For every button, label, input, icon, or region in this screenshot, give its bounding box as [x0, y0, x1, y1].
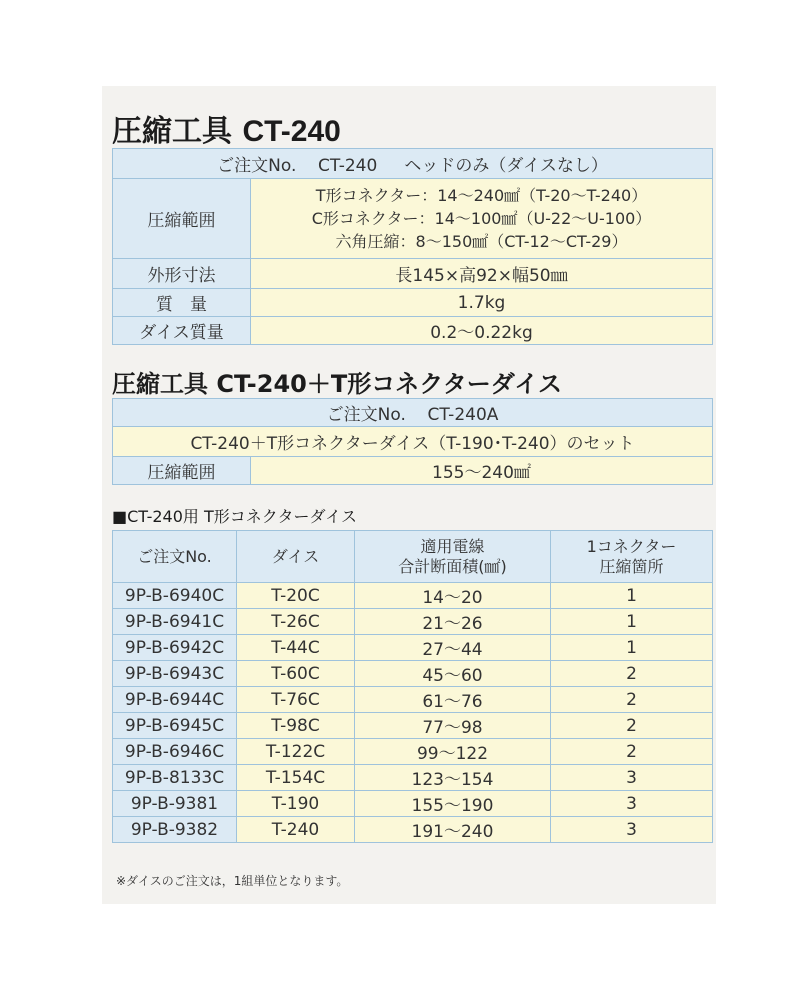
table-row [113, 609, 713, 635]
cell-order-no: 9P-B-6943C [113, 661, 237, 687]
table-row [113, 817, 713, 843]
cell-die: T-20C [237, 583, 355, 609]
set-order-no: CT-240A [427, 405, 499, 425]
cell-crimp-points: 1 [551, 583, 713, 609]
set-order-row [113, 399, 713, 427]
cell-crimp-points: 3 [551, 765, 713, 791]
order-row [113, 149, 713, 179]
table-row [113, 791, 713, 817]
die-mass-row [113, 317, 713, 345]
cell-crimp-points: 3 [551, 791, 713, 817]
cell-crimp-points: 2 [551, 687, 713, 713]
cell-die: T-44C [237, 635, 355, 661]
set-desc: CT-240＋T形コネクターダイス（T-190･T-240）のセット [113, 427, 713, 457]
cell-die: T-60C [237, 661, 355, 687]
set-range-value: 155～240㎟ [251, 457, 713, 485]
cell-crimp-points: 2 [551, 661, 713, 687]
order-note: ※ダイスのご注文は，1組単位となります。 [116, 874, 349, 888]
set-range-label: 圧縮範囲 [113, 457, 251, 485]
size-label: 外形寸法 [113, 259, 251, 289]
cell-order-no: 9P-B-6945C [113, 713, 237, 739]
table-row [113, 687, 713, 713]
mass-row [113, 289, 713, 317]
cell-crimp-points: 1 [551, 635, 713, 661]
die-table [112, 530, 713, 843]
table-row [113, 739, 713, 765]
cell-order-no: 9P-B-6946C [113, 739, 237, 765]
set-order-cell [113, 399, 713, 427]
cell-die: T-240 [237, 817, 355, 843]
table-row [113, 583, 713, 609]
cell-order-no: 9P-B-6944C [113, 687, 237, 713]
cell-die: T-122C [237, 739, 355, 765]
section1-title [112, 106, 341, 150]
table-row [113, 713, 713, 739]
cell-order-no: 9P-B-6941C [113, 609, 237, 635]
cell-crimp-points: 3 [551, 817, 713, 843]
cell-crimp-points: 2 [551, 739, 713, 765]
cell-wire-area: 99～122 [355, 739, 551, 765]
cell-order-no: 9P-B-9381 [113, 791, 237, 817]
cell-die: T-154C [237, 765, 355, 791]
cell-die: T-26C [237, 609, 355, 635]
table-row [113, 661, 713, 687]
cell-wire-area: 27～44 [355, 635, 551, 661]
cell-wire-area: 14～20 [355, 583, 551, 609]
order-cell [113, 149, 713, 179]
size-value: 長145×高92×幅50㎜ [251, 259, 713, 289]
order-label: ご注文No. [217, 156, 297, 176]
set-range-row [113, 457, 713, 485]
spec-table [112, 148, 713, 345]
cell-wire-area: 123～154 [355, 765, 551, 791]
range-values [251, 179, 713, 259]
set-order-label: ご注文No. [326, 405, 406, 425]
range-line-t: T形コネクター：14～240㎟（T-20～T-240） [315, 186, 648, 205]
die-table-header [113, 531, 713, 583]
die-table-body [113, 583, 713, 843]
size-row [113, 259, 713, 289]
cell-order-no: 9P-B-6940C [113, 583, 237, 609]
range-line-c: C形コネクター：14～100㎟（U-22～U-100） [311, 209, 652, 228]
range-label: 圧縮範囲 [113, 179, 251, 259]
section1-model: CT-240 [242, 115, 341, 148]
cell-wire-area: 191～240 [355, 817, 551, 843]
header-die: ダイス [237, 531, 355, 583]
cell-wire-area: 77～98 [355, 713, 551, 739]
mass-label: 質 量 [113, 289, 251, 317]
cell-wire-area: 155～190 [355, 791, 551, 817]
catalog-sheet [102, 86, 716, 904]
section3-title: ■CT-240用 T形コネクターダイス [112, 507, 357, 526]
table-row [113, 765, 713, 791]
set-table [112, 398, 713, 485]
die-mass-value: 0.2～0.22kg [251, 317, 713, 345]
die-mass-label: ダイス質量 [113, 317, 251, 345]
set-desc-row [113, 427, 713, 457]
cell-crimp-points: 2 [551, 713, 713, 739]
cell-order-no: 9P-B-6942C [113, 635, 237, 661]
cell-crimp-points: 1 [551, 609, 713, 635]
cell-die: T-98C [237, 713, 355, 739]
range-line-hex: 六角圧縮：8～150㎟（CT-12～CT-29） [335, 232, 628, 251]
cell-wire-area: 61～76 [355, 687, 551, 713]
header-order-no: ご注文No. [113, 531, 237, 583]
section1-title-text: 圧縮工具 [112, 114, 232, 149]
cell-die: T-76C [237, 687, 355, 713]
table-row [113, 635, 713, 661]
order-desc: ヘッドのみ（ダイスなし） [404, 156, 608, 176]
header-wire-area: 適用電線 合計断面積(㎟) [355, 531, 551, 583]
range-row [113, 179, 713, 259]
cell-die: T-190 [237, 791, 355, 817]
cell-wire-area: 21～26 [355, 609, 551, 635]
cell-order-no: 9P-B-8133C [113, 765, 237, 791]
mass-value: 1.7kg [251, 289, 713, 317]
header-crimp-points: 1コネクター 圧縮箇所 [551, 531, 713, 583]
order-no: CT-240 [318, 156, 378, 176]
cell-order-no: 9P-B-9382 [113, 817, 237, 843]
section2-title: 圧縮工具 CT-240＋T形コネクターダイス [112, 370, 563, 398]
cell-wire-area: 45～60 [355, 661, 551, 687]
